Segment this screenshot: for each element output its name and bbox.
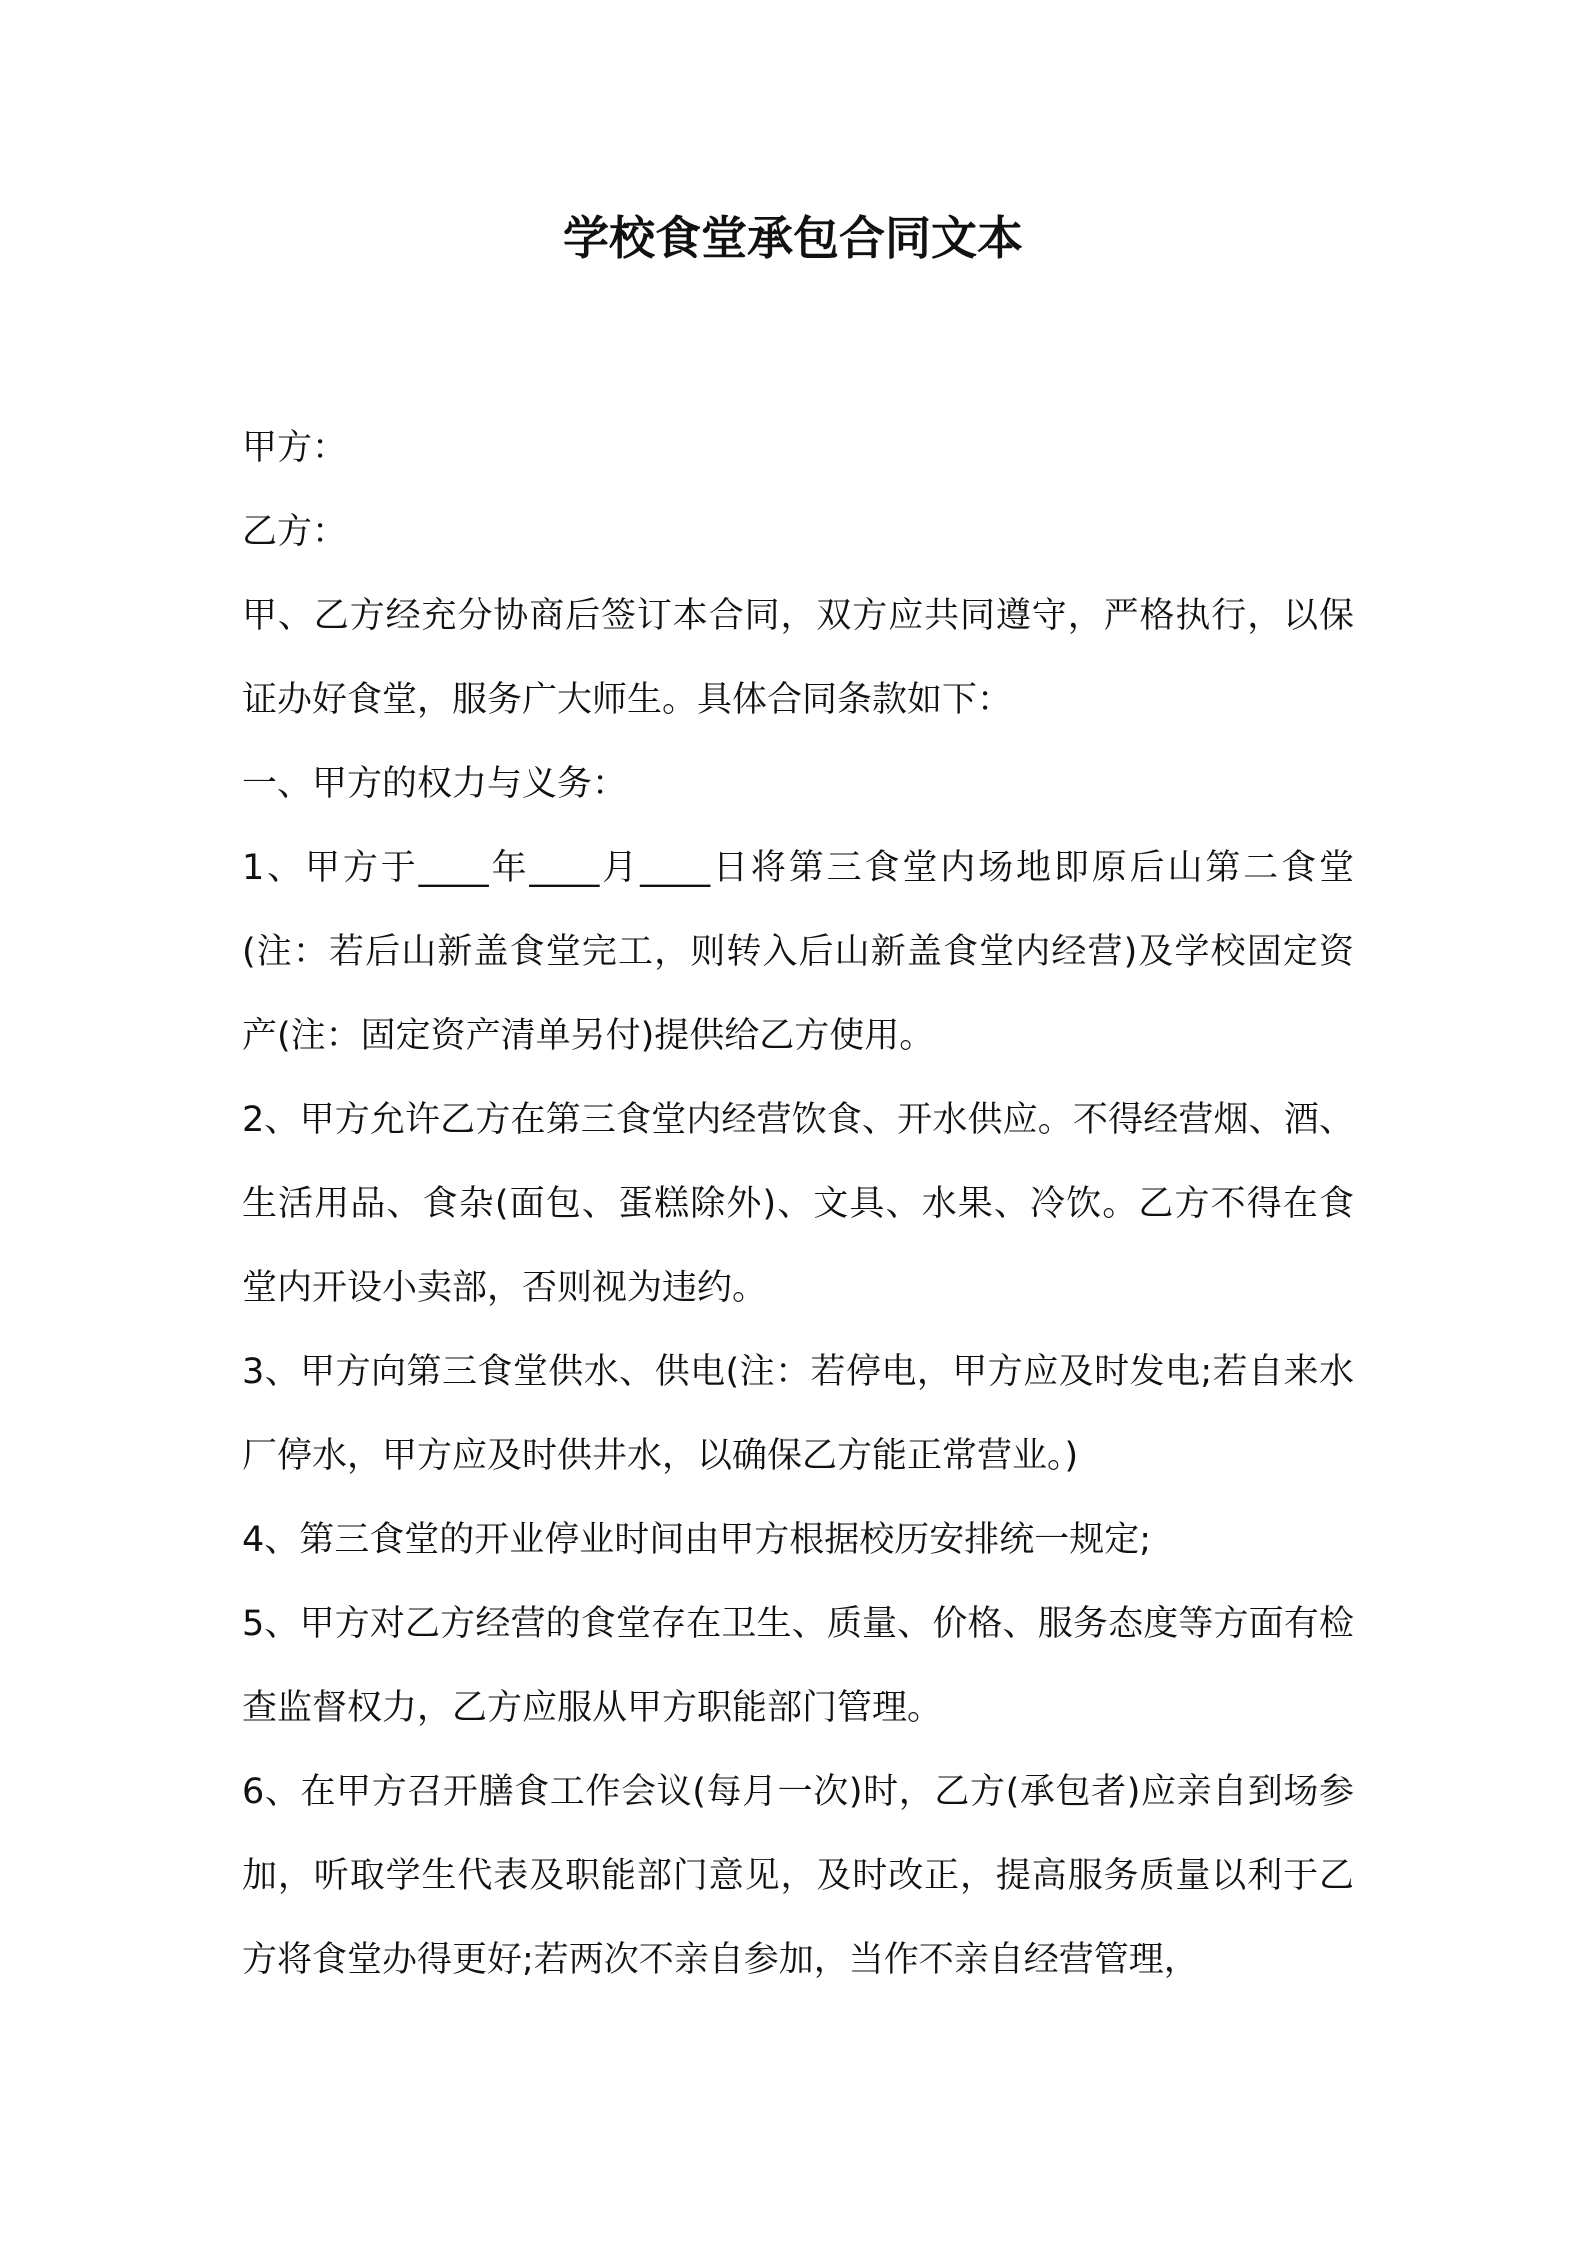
document-title: 学校食堂承包合同文本	[563, 211, 1023, 265]
clause-3: 3、甲方向第三食堂供水、供电(注：若停电，甲方应及时发电;若自来水厂停水，甲方应及时供井水，以确保乙方能正常营业。)	[242, 1352, 1354, 1476]
preamble-paragraph: 甲、乙方经充分协商后签订本合同，双方应共同遵守，严格执行，以保证办好食堂，服务广大师生。具体合同条款如下：	[242, 596, 1354, 720]
clause-5: 5、甲方对乙方经营的食堂存在卫生、质量、价格、服务态度等方面有检查监督权力，乙方应服从甲方职能部门管理。	[242, 1604, 1354, 1728]
clause-4: 4、第三食堂的开业停业时间由甲方根据校历安排统一规定;	[242, 1520, 1152, 1560]
clause-6: 6、在甲方召开膳食工作会议(每月一次)时，乙方(承包者)应亲自到场参加，听取学生代表及职能部门意见，及时改正，提高服务质量以利于乙方将食堂办得更好;若两次不亲自参加，当作不亲自经营管理，	[242, 1772, 1354, 1980]
document-body	[242, 406, 1354, 2002]
party-b-line: 乙方：	[242, 512, 348, 552]
party-a-line: 甲方：	[242, 428, 348, 468]
clause-2: 2、甲方允许乙方在第三食堂内经营饮食、开水供应。不得经营烟、酒、生活用品、食杂(面包、蛋糕除外)、文具、水果、冷饮。乙方不得在食堂内开设小卖部，否则视为违约。	[242, 1100, 1354, 1308]
clause-1: 1、甲方于____年____月____日将第三食堂内场地即原后山第二食堂(注：若后山新盖食堂完工，则转入后山新盖食堂内经营)及学校固定资产(注：固定资产清单另付)提供给乙方使用。	[242, 848, 1354, 1056]
section-heading: 一、甲方的权力与义务：	[242, 764, 628, 804]
